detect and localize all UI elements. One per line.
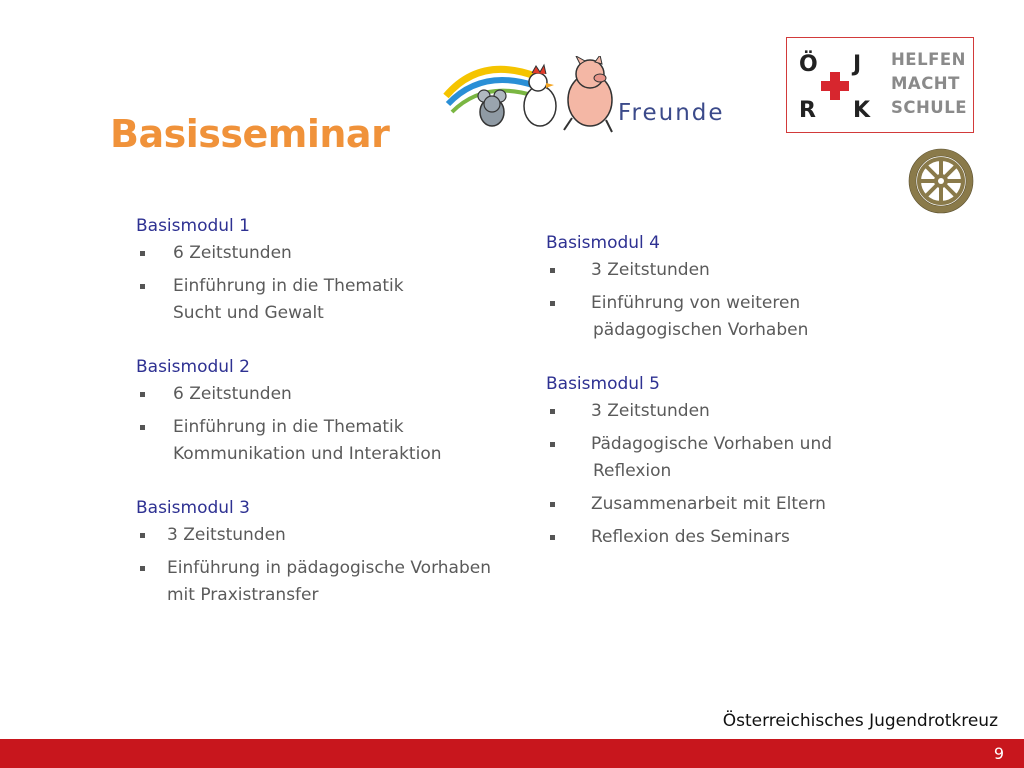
ojrk-letter-r: R <box>799 98 816 123</box>
modules-left-column <box>136 212 526 635</box>
module-block <box>546 370 926 551</box>
slogan-line: SCHULE <box>891 98 967 117</box>
bullet-item <box>546 491 926 518</box>
ojrk-logo <box>786 37 974 133</box>
ojrk-letter-j: J <box>853 52 862 77</box>
ojrk-slogan <box>891 48 967 120</box>
module-title: Basismodul 5 <box>546 374 660 394</box>
bullet-item <box>136 414 526 468</box>
bullet-text: 6 Zeitstunden <box>173 384 292 404</box>
bullet-item <box>136 555 526 609</box>
footer-organization: Österreichisches Jugendrotkreuz <box>722 711 998 731</box>
ojrk-letter-o: Ö <box>799 52 818 77</box>
bullet-text: Reflexion <box>593 461 672 481</box>
modules-right-column <box>546 229 926 577</box>
bullet-text: Sucht und Gewalt <box>173 303 324 323</box>
bullet-item <box>546 431 926 485</box>
bullet-item <box>546 290 926 344</box>
bullet-text: Einführung von weiteren <box>591 293 801 313</box>
bullet-text: 3 Zeitstunden <box>591 401 710 421</box>
module-title: Basismodul 2 <box>136 357 250 377</box>
bullet-item <box>136 273 526 327</box>
module-block <box>546 229 926 344</box>
rotary-logo <box>906 146 976 216</box>
bullet-text: Kommunikation und Interaktion <box>173 444 442 464</box>
ojrk-letter-grid <box>795 46 873 124</box>
bullet-text: 3 Zeitstunden <box>591 260 710 280</box>
module-title: Basismodul 3 <box>136 498 250 518</box>
bullet-item <box>136 522 526 549</box>
slide-title: Basisseminar <box>110 112 390 156</box>
slogan-line: HELFEN <box>891 50 966 69</box>
red-cross-icon <box>821 72 849 100</box>
module-block <box>136 212 526 327</box>
bullet-text: Einführung in die Thematik <box>173 276 404 296</box>
bullet-text: Reflexion des Seminars <box>591 527 790 547</box>
module-title: Basismodul 4 <box>546 233 660 253</box>
module-block <box>136 494 526 609</box>
bullet-text: Einführung in pädagogische Vorhaben <box>167 558 491 578</box>
bullet-text: 6 Zeitstunden <box>173 243 292 263</box>
bullet-item <box>546 398 926 425</box>
page-number: 9 <box>993 744 1004 763</box>
bullet-text: Einführung in die Thematik <box>173 417 404 437</box>
bullet-text: 3 Zeitstunden <box>167 525 286 545</box>
bullet-item <box>546 257 926 284</box>
bullet-text: Zusammenarbeit mit Eltern <box>591 494 826 514</box>
bullet-item <box>136 240 526 267</box>
bullet-item <box>136 381 526 408</box>
module-title: Basismodul 1 <box>136 216 250 236</box>
footer-bar <box>0 739 1024 768</box>
ojrk-letter-k: K <box>853 98 871 123</box>
module-block <box>136 353 526 468</box>
slogan-line: MACHT <box>891 74 960 93</box>
freunde-wordmark: Freunde <box>618 100 725 126</box>
bullet-text: pädagogischen Vorhaben <box>593 320 809 340</box>
bullet-item <box>546 524 926 551</box>
bullet-text: mit Praxistransfer <box>167 585 319 605</box>
bullet-text: Pädagogische Vorhaben und <box>591 434 833 454</box>
